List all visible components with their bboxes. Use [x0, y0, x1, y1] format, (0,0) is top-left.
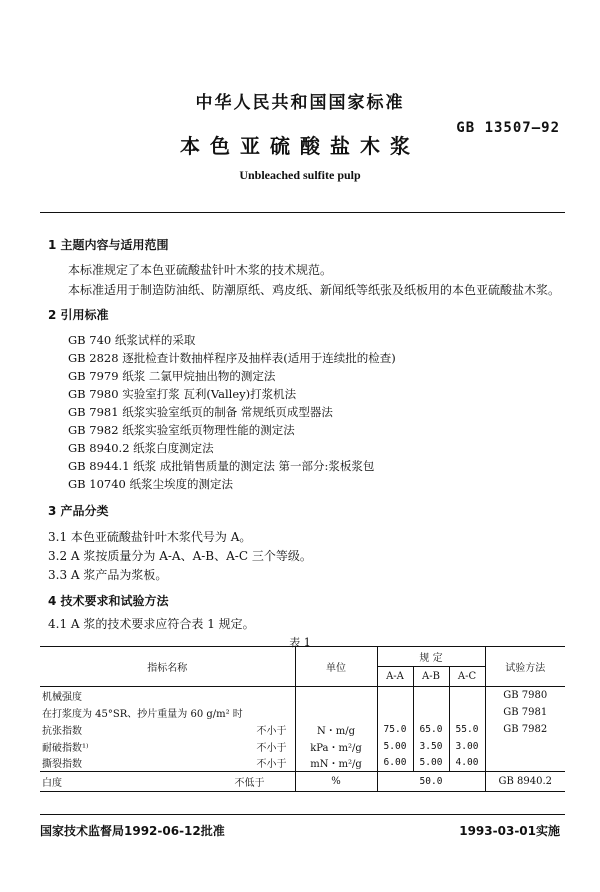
- reference-item: GB 7979 纸浆 二氯甲烷抽出物的测定法: [68, 369, 276, 383]
- row-method: GB 7980: [503, 689, 548, 701]
- issuing-authority: 中华人民共和国国家标准: [195, 93, 405, 113]
- row-name: 撕裂指数: [42, 759, 82, 771]
- section-4-heading: 4 技术要求和试验方法: [48, 594, 169, 608]
- table-row: [40, 721, 565, 738]
- row-method: GB 8940.2: [485, 772, 565, 792]
- row-unit: mN・m²/g: [295, 755, 377, 772]
- header-grade-aa: A-A: [377, 667, 413, 687]
- row-condition: 不小于: [256, 742, 287, 754]
- header-spec: 规 定: [377, 647, 485, 667]
- row-condition: 不低于: [234, 778, 265, 789]
- value-ac: 55.0: [449, 721, 485, 738]
- table-caption: 表 1: [289, 636, 311, 649]
- section-4-item: 4.1 A 浆的技术要求应符合表 1 规定。: [48, 617, 255, 631]
- section-1-paragraph-2: 本标准适用于制造防油纸、防潮原纸、鸡皮纸、新闻纸等纸张及纸板用的本色亚硫酸盐木浆。: [68, 283, 561, 297]
- header-unit: 单位: [295, 647, 377, 687]
- section-3-item: 3.2 A 浆按质量分为 A-A、A-B、A-C 三个等级。: [48, 549, 312, 563]
- header-item-name: 指标名称: [40, 647, 295, 687]
- row-name: 白度: [42, 778, 62, 789]
- header-grade-ab: A-B: [413, 667, 449, 687]
- section-1-paragraph-1: 本标准规定了本色亚硫酸盐针叶木浆的技术规范。: [68, 263, 333, 277]
- row-name: 抗张指数: [42, 725, 82, 737]
- reference-item: GB 8944.1 纸浆 成批销售质量的测定法 第一部分:浆板浆包: [68, 459, 375, 473]
- section-3-item: 3.1 本色亚硫酸盐针叶木浆代号为 A。: [48, 530, 252, 544]
- row-condition: 不小于: [256, 759, 287, 771]
- reference-item: GB 8940.2 纸浆白度测定法: [68, 441, 214, 455]
- value-ac: 3.00: [449, 738, 485, 755]
- row-unit: %: [295, 772, 377, 792]
- value-ab: 5.00: [413, 755, 449, 772]
- section-2-heading: 2 引用标准: [48, 308, 109, 322]
- section-1-heading: 1 主题内容与适用范围: [48, 238, 169, 252]
- header-test-method: 试验方法: [485, 647, 565, 687]
- footer-divider: [40, 814, 565, 815]
- row-name: 在打浆度为 45°SR、抄片重量为 60 g/m² 时: [40, 704, 295, 721]
- table-row: [40, 755, 565, 772]
- row-unit: kPa・m²/g: [295, 738, 377, 755]
- reference-item: GB 10740 纸浆尘埃度的测定法: [68, 477, 234, 491]
- document-title-english: Unbleached sulfite pulp: [239, 168, 361, 182]
- section-3-item: 3.3 A 浆产品为浆板。: [48, 568, 168, 582]
- value-ab: 3.50: [413, 738, 449, 755]
- row-name: 耐破指数¹⁾: [42, 742, 89, 754]
- value-aa: 75.0: [377, 721, 413, 738]
- value-aa: 5.00: [377, 738, 413, 755]
- reference-item: GB 740 纸浆试样的采取: [68, 333, 196, 347]
- value-aa: 6.00: [377, 755, 413, 772]
- reference-item: GB 7981 纸浆实验室纸页的制备 常规纸页成型器法: [68, 405, 333, 419]
- value-all-grades: 50.0: [377, 772, 485, 792]
- reference-item: GB 7980 实验室打浆 瓦利(Valley)打浆机法: [68, 387, 297, 401]
- header-grade-ac: A-C: [449, 667, 485, 687]
- header-divider: [40, 212, 565, 213]
- table-row: [40, 772, 565, 792]
- table-header-row: [40, 647, 565, 667]
- row-unit: N・m/g: [295, 721, 377, 738]
- section-3-heading: 3 产品分类: [48, 504, 109, 518]
- row-method: GB 7982: [503, 723, 548, 735]
- technical-requirements-table: [40, 646, 565, 792]
- row-name: 机械强度: [40, 687, 295, 704]
- reference-item: GB 7982 纸浆实验室纸页物理性能的测定法: [68, 423, 295, 437]
- table-row: [40, 687, 565, 704]
- standard-number: GB 13507—92: [456, 120, 560, 136]
- implementation-date: 1993-03-01实施: [459, 824, 560, 838]
- value-ac: 4.00: [449, 755, 485, 772]
- approval-date: 国家技术监督局1992-06-12批准: [40, 824, 225, 838]
- reference-item: GB 2828 逐批检查计数抽样程序及抽样表(适用于连续批的检查): [68, 351, 396, 365]
- table-row: [40, 738, 565, 755]
- row-method: GB 7981: [503, 706, 548, 718]
- table-row: [40, 704, 565, 721]
- value-ab: 65.0: [413, 721, 449, 738]
- document-title: 本色亚硫酸盐木浆: [180, 134, 420, 158]
- row-condition: 不小于: [256, 725, 287, 737]
